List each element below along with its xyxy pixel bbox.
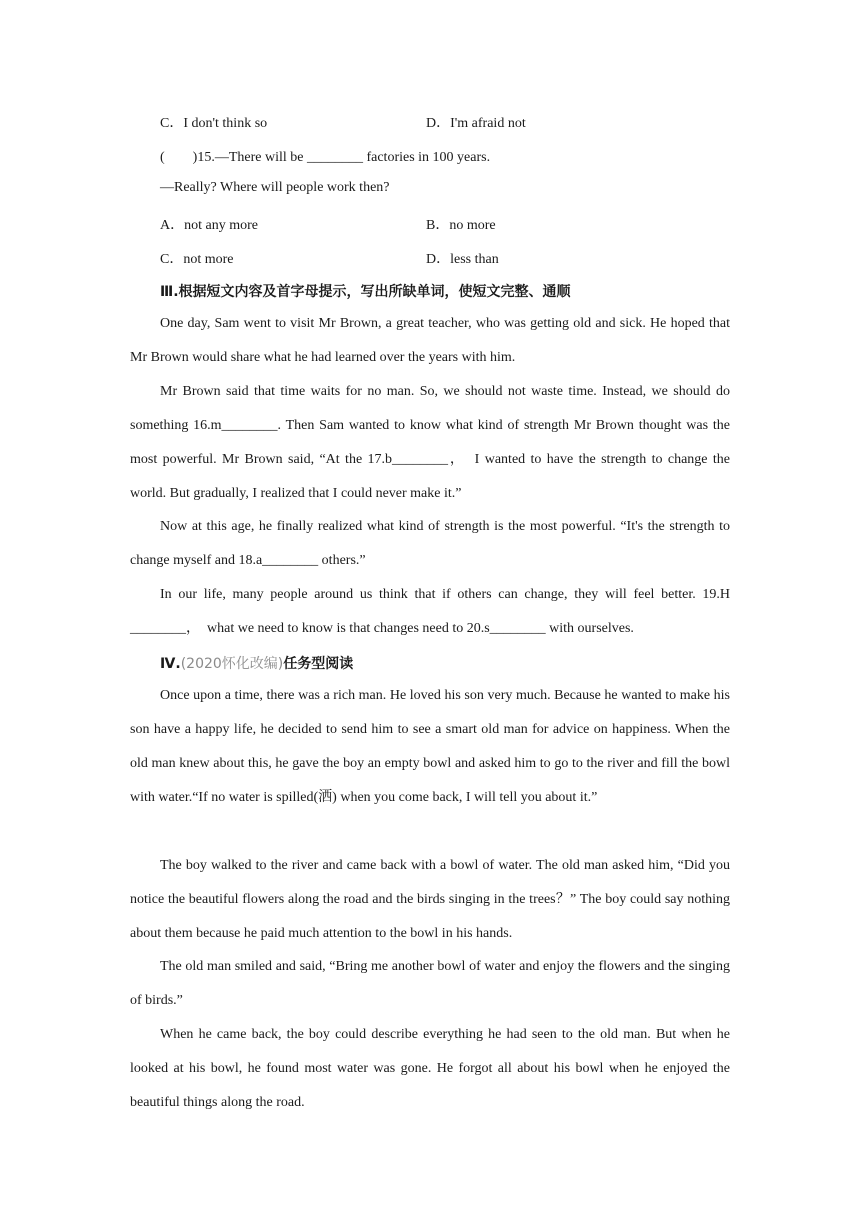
section-3-paragraph-4: In our life, many people around us think that if others can change, they will feel better. 19.H ________， what we need to know is that changes need to 20.s________ with ourselves. [130, 587, 730, 636]
section-4-numeral: Ⅳ. [160, 656, 181, 672]
q14-option-c: C．I don't think so [160, 116, 268, 131]
q15-option-a: A．not any more [160, 218, 258, 233]
q15-stem: ( )15.—There will be ________ factories in 100 years. [160, 150, 491, 165]
q15-option-d: D．less than [426, 252, 499, 267]
section-4-heading [160, 653, 353, 673]
section-4-paragraph-3: The old man smiled and said, “Bring me another bowl of water and enjoy the flowers and the singing of birds.” [130, 959, 730, 1008]
section-4-title: 任务型阅读 [283, 656, 354, 672]
q15-reply: —Really? Where will people work then? [160, 180, 390, 195]
section-4-paragraph-2: The boy walked to the river and came back with a bowl of water. The old man asked him, “Did you notice the beautiful flowers along the road and the birds singing in the trees？” The boy could say nothing about them because he paid much attention to the bowl in his hands. [130, 858, 730, 941]
q15-option-b: B．no more [426, 218, 496, 233]
section-3-paragraph-1: One day, Sam went to visit Mr Brown, a great teacher, who was getting old and sick. He hoped that Mr Brown would share what he had learned over the years with him. [130, 316, 730, 365]
q14-option-d: D．I'm afraid not [426, 116, 526, 131]
section-4-paragraph-1: Once upon a time, there was a rich man. He loved his son very much. Because he wanted to make his son have a happy life, he decided to send him to see a smart old man for advice on happiness. When the old man knew about this, he gave the boy an empty bowl and asked him to go to the river and fill the bowl with water.“If no water is spilled(洒) when you come back, I will tell you about it.” [130, 688, 730, 805]
q15-option-c: C．not more [160, 252, 234, 267]
section-4-paragraph-4: When he came back, the boy could describe everything he had seen to the old man. But when he looked at his bowl, he found most water was gone. He forgot all about his bowl when he enjoyed the beautiful things along the road. [130, 1027, 730, 1110]
section-4-source: (2020怀化改编) [180, 656, 284, 672]
section-3-heading: Ⅲ.根据短文内容及首字母提示，写出所缺单词，使短文完整、通顺 [160, 284, 571, 300]
section-3-paragraph-3: Now at this age, he finally realized what kind of strength is the most powerful. “It's the strength to change myself and 18.a________ others.” [130, 519, 730, 568]
section-3-paragraph-2: Mr Brown said that time waits for no man. So, we should not waste time. Instead, we should do something 16.m________. Then Sam wanted to know what kind of strength Mr Brown thought was the most powerful. Mr Brown said, “At the 17.b________， I wanted to have the strength to change the world. But gradually, I realized that I could never make it.” [130, 384, 730, 501]
